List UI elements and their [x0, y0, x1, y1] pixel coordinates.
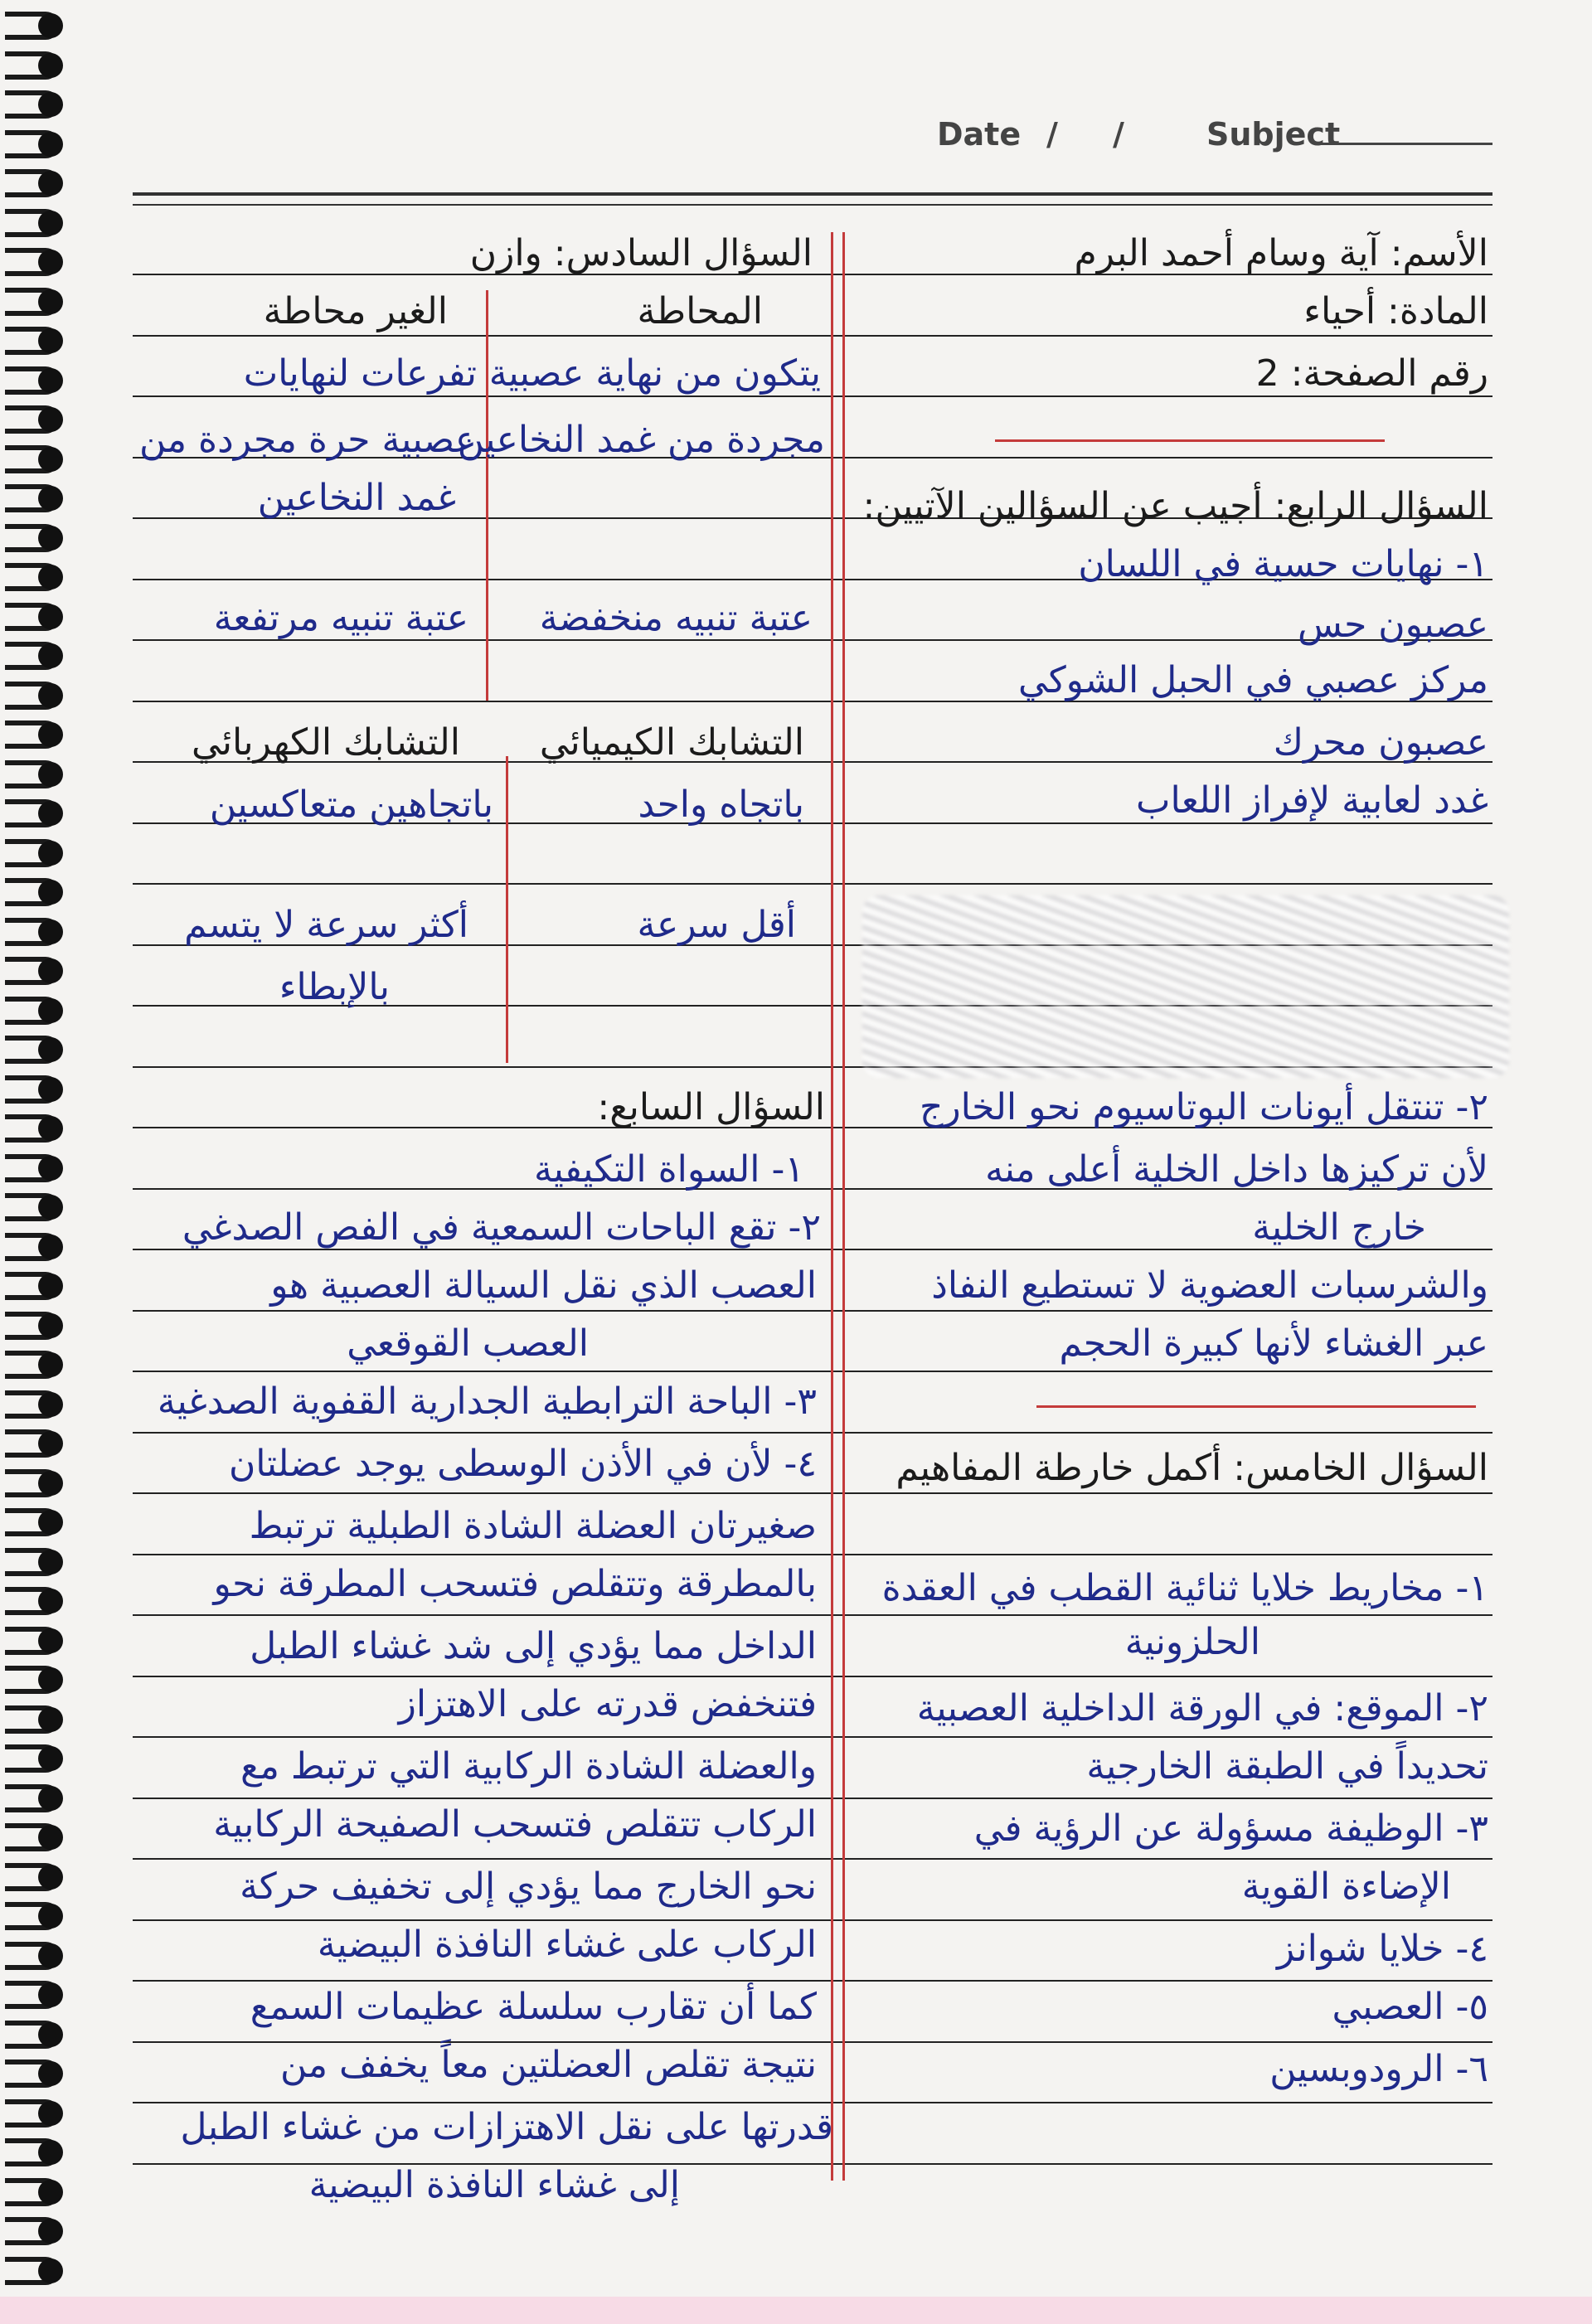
- red-underline: [995, 439, 1385, 442]
- table-cell: تفرعات لنهايات: [243, 352, 477, 395]
- answer-line: ٤- لأن في الأذن الوسطى يوجد عضلتان: [228, 1443, 817, 1485]
- question-5-title: السؤال الخامس: أكمل خارطة المفاهيم: [896, 1447, 1488, 1489]
- subject-underline: [1318, 143, 1492, 145]
- answer-line: الركاب تتقلص فتسحب الصفيحة الركابية: [213, 1803, 817, 1846]
- page-edge: [0, 2297, 1592, 2324]
- binding-ring: [5, 2254, 63, 2287]
- ruled-line: [133, 1798, 1492, 1799]
- binding-ring: [5, 127, 63, 160]
- binding-ring: [5, 2096, 63, 2129]
- answer-line: الإضاءة القوية: [1241, 1866, 1451, 1908]
- answer-line: والعضلة الشادة الركابية التي ترتبط مع: [240, 1745, 817, 1788]
- answer-line: بالمطرقة وتتقلص فتسحب المطرقة نحو: [213, 1563, 817, 1605]
- answer-line: الحلزونية: [1124, 1621, 1260, 1663]
- binding-ring: [5, 1269, 63, 1302]
- binding-ring: [5, 2214, 63, 2247]
- answer-line: ٣- الوظيفة مسؤولة عن الرؤية في: [973, 1807, 1488, 1850]
- binding-ring: [5, 1466, 63, 1499]
- binding-ring: [5, 1387, 63, 1420]
- binding-ring: [5, 2135, 63, 2168]
- binding-ring: [5, 1072, 63, 1105]
- answer-line: إلى غشاء النافذة البيضية: [308, 2164, 680, 2206]
- ruled-line: [133, 1919, 1492, 1921]
- binding-ring: [5, 1111, 63, 1144]
- table-divider: [486, 290, 488, 701]
- ruled-line: [133, 2102, 1492, 2103]
- binding-ring: [5, 1820, 63, 1853]
- answer-line: غدد لعابية لإفراز اللعاب: [1136, 779, 1488, 822]
- binding-ring: [5, 284, 63, 318]
- question-7-title: السؤال السابع:: [597, 1086, 825, 1128]
- ruled-line: [133, 2041, 1492, 2043]
- binding-ring: [5, 363, 63, 396]
- binding-ring: [5, 1623, 63, 1657]
- red-underline: [1036, 1405, 1476, 1408]
- binding-ring: [5, 953, 63, 987]
- table-cell: مجردة من غمد النخاعين: [457, 419, 825, 461]
- ruled-line: [133, 1310, 1492, 1312]
- binding-ring: [5, 245, 63, 278]
- top-rule: [133, 192, 1492, 196]
- table-cell: أقل سرعة: [637, 904, 796, 946]
- ruled-line: [133, 1736, 1492, 1738]
- binding-ring: [5, 48, 63, 81]
- binding-ring: [5, 915, 63, 948]
- ruled-line: [133, 335, 1492, 337]
- answer-line: ٢- الموقع: في الورقة الداخلية العصبية: [916, 1687, 1488, 1730]
- answer-line: مركز عصبي في الحبل الشوكي: [1018, 659, 1488, 701]
- answer-line: ٥- العصبي: [1332, 1986, 1488, 2028]
- binding-ring: [5, 1938, 63, 1972]
- spiral-binding: [0, 0, 75, 2324]
- answer-line: والشرسبات العضوية لا تستطيع النفاذ: [931, 1264, 1488, 1307]
- table-cell: عصبية حرة مجردة من: [139, 419, 477, 461]
- binding-ring: [5, 1545, 63, 1578]
- binding-ring: [5, 1347, 63, 1380]
- table-cell: عتبة تنبيه مرتفعة: [213, 597, 468, 639]
- table-cell: عتبة تنبيه منخفضة: [539, 597, 813, 639]
- top-rule: [133, 204, 1492, 206]
- binding-ring: [5, 836, 63, 869]
- binding-ring: [5, 1151, 63, 1184]
- subject-field: المادة: أحياء: [1303, 290, 1488, 332]
- binding-ring: [5, 1860, 63, 1893]
- binding-ring: [5, 2017, 63, 2050]
- binding-ring: [5, 1781, 63, 1814]
- answer-line: نحو الخارج مما يؤدي إلى تخفيف حركة: [240, 1866, 817, 1908]
- ruled-line: [133, 1249, 1492, 1250]
- answer-line: العصب القوقعي: [347, 1322, 589, 1365]
- binding-ring: [5, 1662, 63, 1696]
- binding-ring: [5, 166, 63, 199]
- date-label: Date: [937, 116, 1022, 153]
- binding-ring: [5, 206, 63, 239]
- answer-line: ٤- خلايا شوانز: [1277, 1928, 1488, 1970]
- date-separator: /: [1046, 116, 1058, 153]
- answer-line: العصب الذي نقل السيالة العصبية هو: [270, 1264, 817, 1307]
- binding-ring: [5, 1899, 63, 1932]
- answer-line: عصبون محرك: [1273, 721, 1488, 764]
- table-header: المحاطة: [637, 290, 763, 332]
- answer-line: نتيجة تقلص العضلتين معاً يخفف من: [279, 2044, 817, 2086]
- question-4-title: السؤال الرابع: أجيب عن السؤالين الآتيين:: [862, 485, 1488, 527]
- binding-ring: [5, 521, 63, 554]
- answer-line: خارج الخلية: [1252, 1206, 1426, 1249]
- ruled-line: [133, 1432, 1492, 1434]
- binding-ring: [5, 2056, 63, 2089]
- table-cell: بالإبطاء: [279, 966, 390, 1008]
- answer-line: ٢- تقع الباحات السمعية في الفص الصدغي: [182, 1206, 821, 1249]
- answer-line: ١- نهايات حسية في اللسان: [1078, 543, 1488, 585]
- table-cell: غمد النخاعين: [257, 477, 456, 519]
- table-cell: أكثر سرعة لا يتسم: [184, 904, 468, 946]
- answer-line: صغيرتان العضلة الشادة الطبلية ترتبط: [249, 1505, 817, 1547]
- binding-ring: [5, 1584, 63, 1617]
- ruled-line: [133, 639, 1492, 641]
- binding-ring: [5, 1230, 63, 1263]
- ruled-line: [133, 1676, 1492, 1677]
- page-number: رقم الصفحة: 2: [1255, 352, 1488, 395]
- binding-ring: [5, 1190, 63, 1223]
- binding-ring: [5, 1505, 63, 1538]
- ruled-line: [133, 1492, 1492, 1494]
- binding-ring: [5, 560, 63, 593]
- ruled-line: [133, 883, 1492, 885]
- student-name: الأسم: آية وسام أحمد البرم: [1074, 232, 1488, 274]
- table-divider: [506, 756, 508, 1063]
- answer-line: ١- السواة التكيفية: [534, 1148, 804, 1191]
- binding-ring: [5, 993, 63, 1026]
- binding-ring: [5, 678, 63, 711]
- ruled-line: [133, 1858, 1492, 1860]
- table-cell: باتجاهين متعاكسين: [209, 784, 493, 826]
- table-header: الغير محاطة: [263, 290, 448, 332]
- table-header: التشابك الكهربائي: [192, 721, 460, 764]
- binding-ring: [5, 481, 63, 514]
- obscured-text: [862, 895, 1509, 1078]
- binding-ring: [5, 1032, 63, 1065]
- subject-label: Subject: [1206, 116, 1341, 153]
- answer-line: ١- مخاريط خلايا ثنائية القطب في العقدة: [881, 1567, 1488, 1609]
- binding-ring: [5, 2175, 63, 2208]
- ruled-line: [133, 1614, 1492, 1616]
- answer-line: ٦- الرودوبسين: [1269, 2048, 1488, 2090]
- ruled-line: [133, 1554, 1492, 1555]
- binding-ring: [5, 1702, 63, 1735]
- margin-line: [831, 232, 833, 2181]
- table-cell: باتجاه واحد: [638, 784, 804, 826]
- binding-ring: [5, 638, 63, 672]
- binding-ring: [5, 1308, 63, 1342]
- answer-line: ٣- الباحة الترابطية الجدارية القفوية الصدغية: [157, 1380, 817, 1423]
- answer-line: الداخل مما يؤدي إلى شد غشاء الطبل: [250, 1625, 817, 1667]
- binding-ring: [5, 796, 63, 829]
- answer-line: فتنخفض قدرته على الاهتزاز: [398, 1683, 817, 1725]
- ruled-line: [133, 1980, 1492, 1982]
- ruled-line: [133, 395, 1492, 397]
- binding-ring: [5, 757, 63, 790]
- date-separator: /: [1113, 116, 1124, 153]
- binding-ring: [5, 1426, 63, 1459]
- binding-ring: [5, 442, 63, 475]
- binding-ring: [5, 1741, 63, 1774]
- question-6-title: السؤال السادس: وازن: [469, 232, 813, 274]
- answer-line: ٢- تنتقل أيونات البوتاسيوم نحو الخارج: [920, 1086, 1488, 1128]
- table-header: التشابك الكيميائي: [539, 721, 804, 764]
- table-cell: يتكون من نهاية عصبية: [488, 352, 821, 395]
- binding-ring: [5, 323, 63, 357]
- answer-line: قدرتها على نقل الاهتزازات من غشاء الطبل: [180, 2106, 833, 2148]
- answer-line: عبر الغشاء لأنها كبيرة الحجم: [1059, 1322, 1488, 1365]
- binding-ring: [5, 717, 63, 750]
- answer-line: عصبون حس: [1297, 604, 1488, 646]
- binding-ring: [5, 402, 63, 435]
- binding-ring: [5, 8, 63, 41]
- binding-ring: [5, 875, 63, 908]
- margin-line: [842, 232, 845, 2181]
- answer-line: الركاب على غشاء النافذة البيضية: [317, 1924, 817, 1966]
- answer-line: تحديداً في الطبقة الخارجية: [1086, 1745, 1488, 1788]
- binding-ring: [5, 599, 63, 633]
- answer-line: كما أن تقارب سلسلة عظيمات السمع: [250, 1986, 817, 2028]
- binding-ring: [5, 1977, 63, 2011]
- binding-ring: [5, 87, 63, 120]
- ruled-line: [133, 1371, 1492, 1372]
- answer-line: لأن تركيزها داخل الخلية أعلى منه: [985, 1148, 1488, 1191]
